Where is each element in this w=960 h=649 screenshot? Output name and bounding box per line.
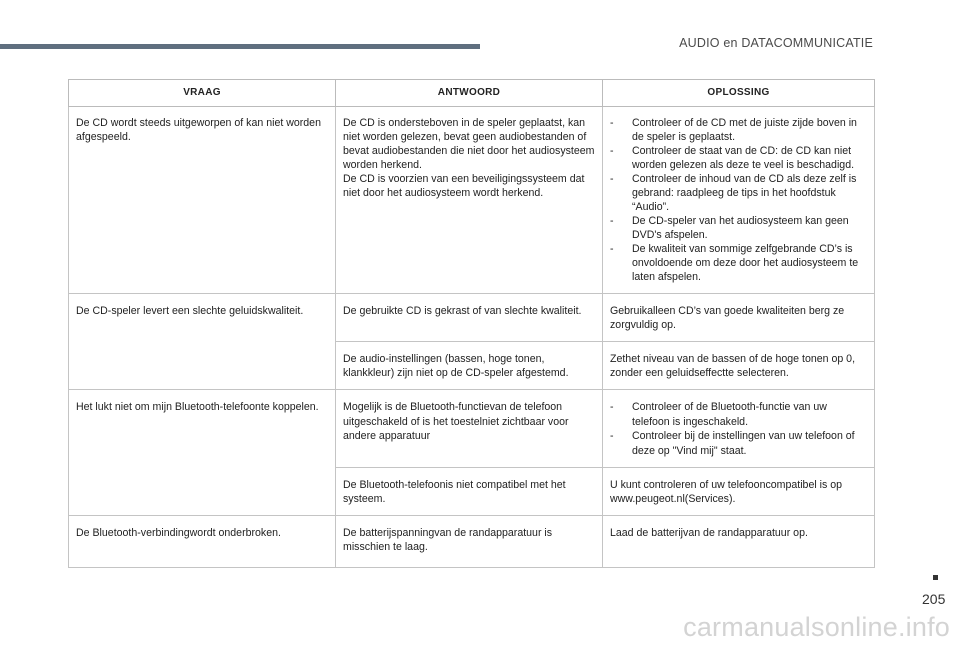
answer-cell (336, 107, 603, 294)
end-of-section-marker (933, 575, 938, 580)
solution-list (610, 117, 867, 285)
solution-item: - Controleer de inhoud van de CD als deze zelf is gebrand: raadpleeg de tips in het hoofdstuk “Audio”. (610, 173, 867, 215)
watermark-logo: carmanualsonline.info (683, 612, 950, 642)
answer-cell: De Bluetooth-telefoonis niet compatibel met het systeem. (336, 467, 603, 515)
solution-item: - Controleer de staat van de CD: de CD kan niet worden gelezen als deze te veel is beschadigd. (610, 145, 867, 173)
troubleshooting-table (68, 79, 875, 568)
solution-cell: Laad de batterijvan de randapparatuur op. (603, 515, 875, 567)
table-row (69, 107, 875, 294)
header-accent-bar (0, 44, 480, 49)
solution-item: - Controleer bij de instellingen van uw telefoon of deze op "Vind mij" staat. (610, 429, 867, 458)
answer-cell: De gebruikte CD is gekrast of van slechte kwaliteit. (336, 293, 603, 341)
solution-cell (603, 390, 875, 467)
table-row (69, 515, 875, 567)
column-header-solution: OPLOSSING (603, 80, 875, 107)
solution-list (610, 400, 867, 458)
answer-cell: De audio-instellingen (bassen, hoge tonen, klankkleur) zijn niet op de CD-speler afgestemd. (336, 341, 603, 389)
table-row (69, 293, 875, 341)
column-header-question: VRAAG (69, 80, 336, 107)
question-cell: De Bluetooth-verbindingwordt onderbroken. (69, 515, 336, 567)
answer-cell: De batterijspanningvan de randapparatuur is misschien te laag. (336, 515, 603, 567)
page-number: 205 (922, 591, 946, 607)
answer-text: De CD is ondersteboven in de speler geplaatst, kan niet worden gelezen, bevat geen audiobestanden of bevat audiobestanden die niet door het audiosysteem worden herkend. De CD is voorzien van een beveiligingssysteem dat niet door het audiosysteem wordt herkend. (343, 117, 595, 199)
section-title: AUDIO en DATACOMMUNICATIE (679, 36, 873, 50)
question-cell: Het lukt niet om mijn Bluetooth-telefoonte koppelen. (69, 390, 336, 516)
column-header-answer: ANTWOORD (336, 80, 603, 107)
answer-cell: Mogelijk is de Bluetooth-functievan de telefoon uitgeschakeld of is het toestelniet zichtbaar voor andere apparatuur (336, 390, 603, 467)
table-row (69, 390, 875, 467)
solution-item: - Controleer of de Bluetooth-functie van uw telefoon is ingeschakeld. (610, 400, 867, 429)
solution-item: - De kwaliteit van sommige zelfgebrande CD’s is onvoldoende om deze door het audiosysteem te laten afspelen. (610, 243, 867, 285)
question-cell: De CD wordt steeds uitgeworpen of kan niet worden afgespeeld. (69, 107, 336, 294)
solution-cell: Gebruikalleen CD’s van goede kwaliteiten berg ze zorgvuldig op. (603, 293, 875, 341)
solution-item: - Controleer of de CD met de juiste zijde boven in de speler is geplaatst. (610, 117, 867, 145)
table-header-row (69, 80, 875, 107)
solution-cell (603, 107, 875, 294)
solution-cell: U kunt controleren of uw telefooncompatibel is op www.peugeot.nl(Services). (603, 467, 875, 515)
solution-item: - De CD-speler van het audiosysteem kan geen DVD's afspelen. (610, 215, 867, 243)
question-cell: De CD-speler levert een slechte geluidskwaliteit. (69, 293, 336, 389)
solution-cell: Zethet niveau van de bassen of de hoge tonen op 0, zonder een geluidseffectte selecteren. (603, 341, 875, 389)
